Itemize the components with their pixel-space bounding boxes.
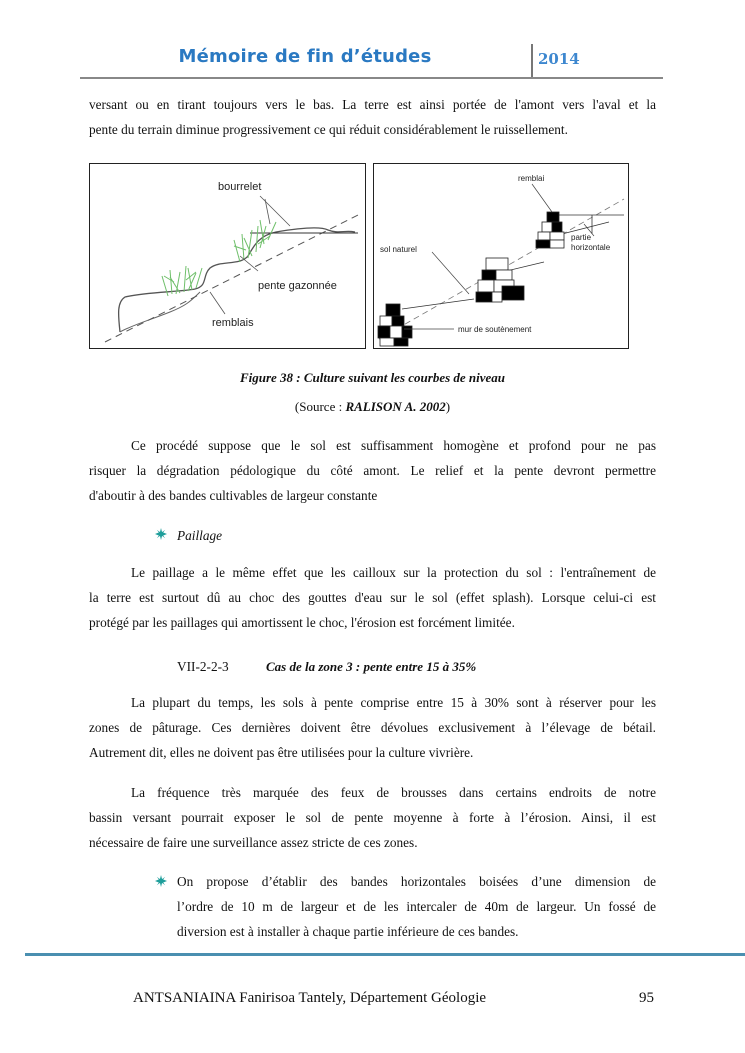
text-line: nécessaire de faire une surveillance assez stricte de ces zones. [89,835,418,850]
text-line: d'aboutir à des bandes cultivables de largeur constante [89,488,378,503]
text-line: Le paillage a le même effet que les cailloux sur la protection du sol : l'entraînement de [131,565,656,580]
text-line: diversion est à installer à chaque partie inférieure de ces bandes. [177,924,519,939]
text-line: zones de pâturage. Ces dernières doivent être dévolues exclusivement à l’élevage de bétail. [89,720,656,735]
header-year: 2014 [538,50,580,68]
paragraph-2 [89,433,656,508]
text-line: la terre est surtout dû au choc des gouttes d'eau sur le sol (effet splash). Lorsque celui-ci est [89,590,656,605]
label-horizontale: horizontale [571,243,611,252]
retaining-wall-diagram [374,164,628,348]
footer-rule [25,953,745,956]
text-line: pente du terrain diminue progressivement ce qui réduit considérablement le ruissellement. [89,122,568,137]
label-bourrelet: bourrelet [218,181,262,193]
paragraph-3 [89,560,656,635]
page-number: 95 [639,990,654,1006]
label-mur-soutenement: mur de soutènement [458,325,532,334]
source-prefix: (Source : [294,399,346,414]
text-line: Autrement dit, elles ne doivent pas être utilisées pour la culture vivrière. [89,745,474,760]
label-partie: partie [571,233,592,242]
text-line: l’ordre de 10 m de largeur et de les intercaler de 40m de largeur. Un fossé de [177,899,656,914]
label-remblais: remblais [212,317,254,329]
label-pente-gazonnee: pente gazonnée [258,280,337,292]
text-line: versant ou en tirant toujours vers le bas. La terre est ainsi portée de l'amont vers l'aval et la [89,97,656,112]
text-line: bassin versant pourrait exposer le sol de pente moyenne à forte à l’érosion. Ainsi, il est [89,810,656,825]
figure-source [89,399,656,415]
contour-bank-diagram [90,164,365,348]
header-separator [531,44,533,78]
bullet-paillage: Paillage [177,528,223,543]
text-line: Ce procédé suppose que le sol est suffisamment homogène et profond pour ne pas [131,438,656,453]
paragraph-4 [89,690,656,765]
figure-caption: Figure 38 : Culture suivant les courbes de niveau [239,370,506,385]
section-title: Cas de la zone 3 : pente entre 15 à 35% [266,659,477,674]
footer-author: ANTSANIAINA Fanirisoa Tantely, Département Géologie [133,990,487,1006]
paragraph-5 [89,780,656,855]
bullet-2-text [177,869,656,944]
paragraph-1 [89,92,656,142]
source-name: RALISON A. 2002 [345,399,446,414]
header-rule [80,77,663,79]
figure-right [373,163,629,349]
header-title: Mémoire de fin d’études [178,46,432,67]
label-remblai: remblai [518,174,545,183]
text-line: On propose d’établir des bandes horizontales boisées d’une dimension de [177,874,656,889]
source-suffix: ) [445,399,451,414]
section-number: VII-2-2-3 [177,659,229,674]
bullet-star-icon [155,875,167,887]
text-line: La plupart du temps, les sols à pente comprise entre 15 à 30% sont à réserver pour les [131,695,656,710]
text-line: risquer la dégradation pédologique du côté amont. Le relief et la pente devront permettre [89,463,656,478]
text-line: protégé par les paillages qui amortissent le choc, l'érosion est forcément limitée. [89,615,515,630]
text-line: La fréquence très marquée des feux de brousses dans certains endroits de notre [131,785,656,800]
label-sol-naturel: sol naturel [380,245,417,254]
bullet-star-icon [155,528,167,540]
figure-left [89,163,366,349]
